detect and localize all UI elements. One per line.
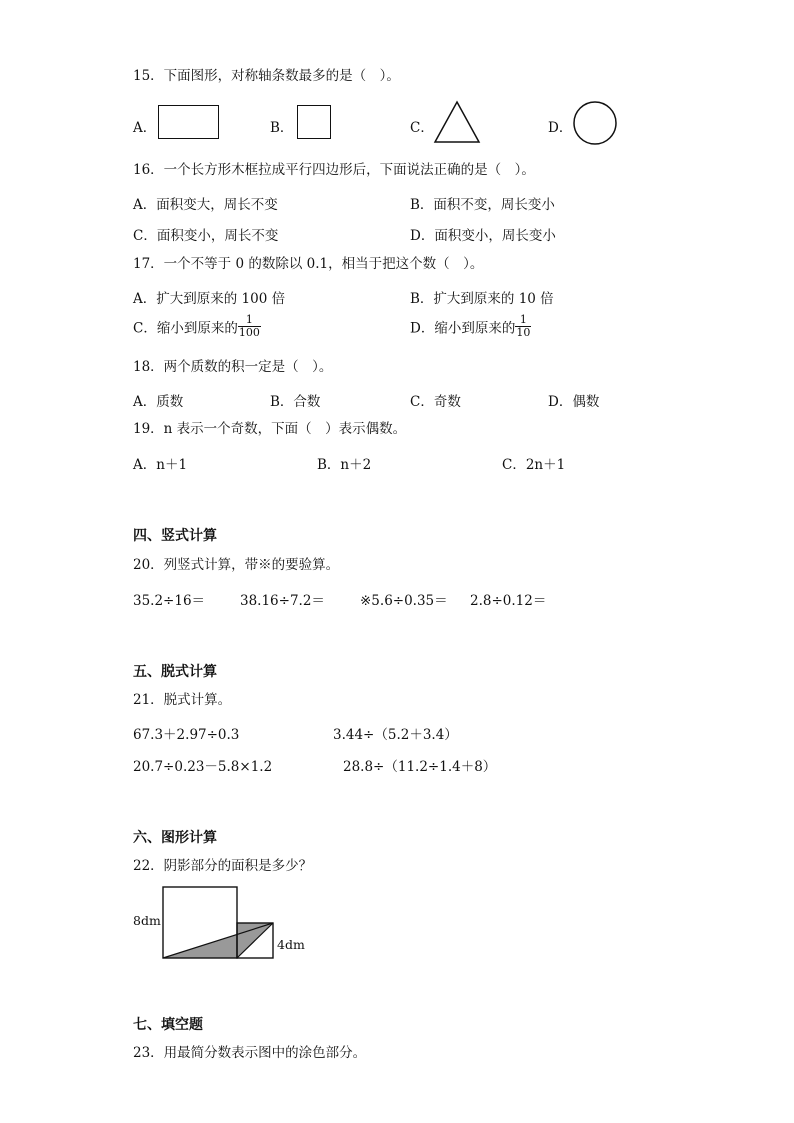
section-6-title: 六、图形计算 bbox=[133, 830, 217, 846]
circle-shape bbox=[573, 101, 617, 145]
section-4-title: 四、竖式计算 bbox=[133, 528, 217, 544]
section-5-title: 五、脱式计算 bbox=[133, 664, 217, 680]
label-4dm: 4dm bbox=[277, 937, 305, 952]
fraction-1-10 bbox=[515, 314, 531, 339]
q15-option-c-label: C． bbox=[410, 120, 434, 136]
fraction-numerator: 1 bbox=[515, 314, 531, 327]
q20-item-1: 35.2÷16＝ bbox=[133, 593, 206, 609]
fraction-denominator: 10 bbox=[516, 326, 531, 339]
q21-item-2: 3.44÷（5.2＋3.4） bbox=[333, 727, 458, 743]
q19-option-b: B．n＋2 bbox=[317, 457, 372, 473]
q21-item-1: 67.3＋2.97÷0.3 bbox=[133, 727, 240, 743]
q18-option-b: B．合数 bbox=[270, 394, 321, 410]
fraction-denominator: 100 bbox=[238, 326, 260, 339]
q16-option-c: C．面积变小，周长不变 bbox=[133, 228, 279, 244]
q17-option-d bbox=[410, 314, 531, 339]
fraction-numerator: 1 bbox=[238, 314, 261, 327]
shaded-area-figure bbox=[160, 884, 280, 964]
q18-option-c: C．奇数 bbox=[410, 394, 461, 410]
q15-option-a-label: A． bbox=[133, 120, 157, 136]
q19-option-a: A．n＋1 bbox=[133, 457, 188, 473]
section-7-title: 七、填空题 bbox=[133, 1017, 203, 1033]
fraction-1-100 bbox=[238, 314, 261, 339]
q17-option-d-text: D．缩小到原来的 bbox=[410, 320, 516, 337]
question-20-stem: 20．列竖式计算，带※的要验算。 bbox=[133, 557, 340, 573]
question-15-stem: 15．下面图形，对称轴条数最多的是（ ）。 bbox=[133, 68, 400, 84]
triangle-shape bbox=[434, 101, 480, 143]
question-18-stem: 18．两个质数的积一定是（ ）。 bbox=[133, 359, 333, 375]
q21-item-3: 20.7÷0.23－5.8×1.2 bbox=[133, 759, 273, 775]
q16-option-b: B．面积不变，周长变小 bbox=[410, 197, 555, 213]
q15-option-d-label: D． bbox=[548, 120, 573, 136]
q17-option-c-text: C．缩小到原来的 bbox=[133, 320, 238, 337]
q16-option-d: D．面积变小，周长变小 bbox=[410, 228, 556, 244]
q17-option-b: B．扩大到原来的 10 倍 bbox=[410, 291, 554, 307]
question-22-stem: 22．阴影部分的面积是多少？ bbox=[133, 858, 313, 874]
q20-item-4: 2.8÷0.12＝ bbox=[470, 593, 547, 609]
question-23-stem: 23．用最简分数表示图中的涂色部分。 bbox=[133, 1045, 367, 1061]
question-16-stem: 16．一个长方形木框拉成平行四边形后，下面说法正确的是（ ）。 bbox=[133, 162, 535, 178]
q17-option-a: A．扩大到原来的 100 倍 bbox=[133, 291, 286, 307]
q20-item-3: ※5.6÷0.35＝ bbox=[360, 593, 448, 609]
question-21-stem: 21．脱式计算。 bbox=[133, 692, 232, 708]
question-19-stem: 19．n 表示一个奇数，下面（ ）表示偶数。 bbox=[133, 421, 407, 437]
question-17-stem: 17．一个不等于 0 的数除以 0.1，相当于把这个数（ ）。 bbox=[133, 256, 484, 272]
q18-option-a: A．质数 bbox=[133, 394, 184, 410]
q17-option-c bbox=[133, 314, 261, 339]
label-8dm: 8dm bbox=[133, 913, 161, 928]
q16-option-a: A．面积变大，周长不变 bbox=[133, 197, 278, 213]
rectangle-shape bbox=[158, 105, 219, 139]
square-shape bbox=[297, 105, 331, 139]
q21-item-4: 28.8÷（11.2÷1.4＋8） bbox=[343, 759, 497, 775]
q15-option-b-label: B． bbox=[270, 120, 294, 136]
q19-option-c: C．2n＋1 bbox=[502, 457, 566, 473]
q20-item-2: 38.16÷7.2＝ bbox=[240, 593, 325, 609]
q18-option-d: D．偶数 bbox=[548, 394, 600, 410]
